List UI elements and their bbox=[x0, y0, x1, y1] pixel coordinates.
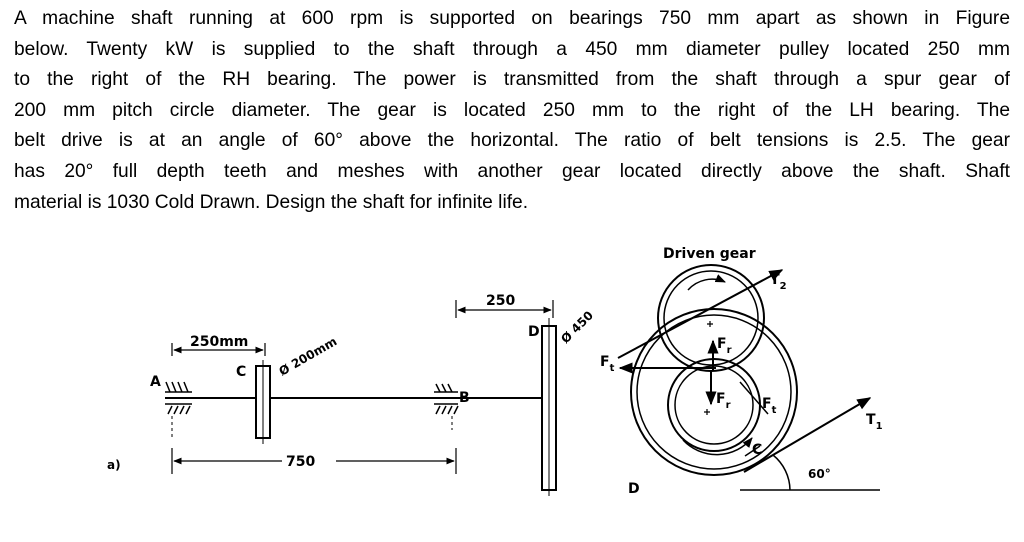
shaft-gear-inner bbox=[675, 366, 753, 444]
Ft-mid-label: $F_t$ bbox=[762, 396, 777, 416]
dim-200-label: Ø 200mm bbox=[276, 334, 340, 379]
bearing-A bbox=[165, 382, 192, 440]
label-A: A bbox=[150, 374, 161, 390]
dim-750-label: 750 bbox=[286, 454, 316, 470]
pulley-inner-circle bbox=[637, 315, 791, 469]
dim-450-label: Ø 450 bbox=[558, 308, 597, 347]
T1-label: $T_1$ bbox=[866, 412, 883, 432]
problem-line-2: below. Twenty kW is supplied to the shaft through a 450 mm diameter pulley located 250 mm bbox=[14, 38, 1010, 60]
problem-line-7: material is 1030 Cold Drawn. Design the shaft for infinite life. bbox=[14, 191, 529, 213]
problem-line-1: A machine shaft running at 600 rpm is supported on bearings 750 mm apart as shown in Figure bbox=[14, 8, 1010, 29]
label-C-right: C bbox=[752, 442, 763, 458]
problem-line-6: has 20° full depth teeth and meshes with another gear located directly above the shaft. Shaft bbox=[14, 160, 1010, 182]
problem-line-3: to the right of the RH bearing. The power is transmitted from the shaft through a spur gear of bbox=[14, 69, 1010, 91]
label-B: B bbox=[459, 390, 470, 406]
pulley-D bbox=[542, 318, 556, 496]
Fr-top-label: $F_r$ bbox=[717, 336, 732, 356]
angle-60-label: 60° bbox=[808, 467, 831, 481]
T2-label: $T_2$ bbox=[770, 272, 787, 292]
label-C: C bbox=[236, 364, 247, 380]
shaft-gear-outer bbox=[668, 359, 760, 451]
angle-arc bbox=[773, 455, 790, 490]
dim-250mm-label: 250mm bbox=[190, 334, 249, 350]
problem-line-4: 200 mm pitch circle diameter. The gear is located 250 mm to the right of the LH bearing. The bbox=[14, 99, 1010, 121]
driven-gear-rotation-arrow bbox=[688, 279, 725, 290]
Ft-left-label: $F_t$ bbox=[600, 354, 615, 374]
driven-gear-label: Driven gear bbox=[663, 246, 756, 262]
figure-corner-mark: a) bbox=[107, 458, 121, 472]
bearing-B bbox=[434, 384, 458, 430]
Fr-mid-label: $F_r$ bbox=[716, 391, 731, 411]
label-D-bottom: D bbox=[628, 481, 640, 497]
label-D-top: D bbox=[528, 324, 540, 340]
end-view bbox=[618, 265, 880, 490]
driven-gear-outer bbox=[658, 265, 764, 371]
gear-C bbox=[256, 360, 270, 444]
dim-250-top-label: 250 bbox=[486, 293, 516, 309]
problem-line-5: belt drive is at an angle of 60° above the horizontal. The ratio of belt tensions is 2.5. The gear bbox=[14, 130, 1010, 152]
